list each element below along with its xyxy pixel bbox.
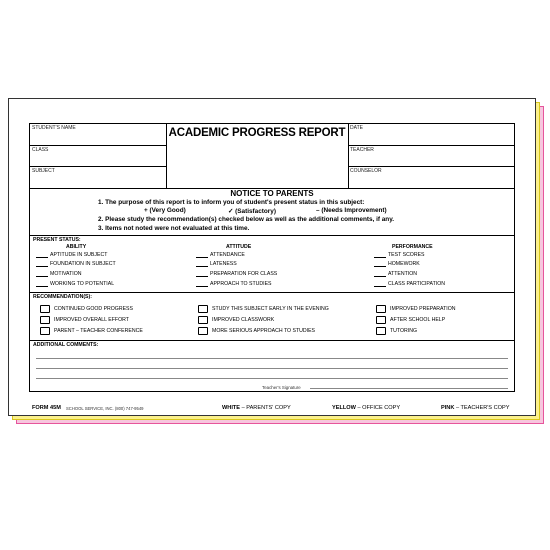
signature-line[interactable] [310,388,508,389]
header-line [30,145,166,146]
performance-item[interactable]: TEST SCORES [374,252,425,258]
notice-heading: NOTICE TO PARENTS [230,189,314,198]
student-name-label: STUDENT'S NAME [32,125,76,131]
counselor-label: COUNSELOR [350,168,382,174]
notice-line-2: 2. Please study the recommendation(s) checked below as well as the additional comments, if any. [98,216,395,223]
company-info: SCHOOL SERVICE, INC. (800) 747-9549 [66,406,144,411]
recommendations-label: RECOMMENDATION(S): [33,294,92,300]
status-bottom-line [30,292,514,293]
recommendation-checkbox[interactable] [198,305,208,313]
notice-satisfactory: ✓ (Satisfactory) [228,208,276,215]
ability-heading: ABILITY [66,244,87,250]
header-line [30,166,166,167]
performance-item[interactable]: ATTENTION [374,271,417,277]
recommendation-checkbox[interactable] [40,305,50,313]
recommendations-bottom-line [30,340,514,341]
attitude-item[interactable]: LATENESS [196,261,237,267]
recommendation-label: STUDY THIS SUBJECT EARLY IN THE EVENING [212,306,329,312]
subject-label: SUBJECT [32,168,55,174]
notice-very-good: + (Very Good) [144,207,186,214]
ability-item[interactable]: MOTIVATION [36,271,82,277]
header-line [348,145,514,146]
pink-copy-note: PINK – TEACHER'S COPY [441,405,510,411]
recommendation-label: PARENT – TEACHER CONFERENCE [54,328,143,334]
notice-needs-improvement: – (Needs Improvement) [316,207,387,214]
attitude-item[interactable]: APPROACH TO STUDIES [196,281,272,287]
notice-line-1: 1. The purpose of this report is to inform you of student's present status in this subject: [98,199,365,206]
teacher-label: TEACHER [350,147,374,153]
notice-bottom-line [30,235,514,236]
recommendation-checkbox[interactable] [376,316,386,324]
white-copy-note: WHITE – PARENTS' COPY [222,405,291,411]
comment-line[interactable] [36,378,508,379]
comment-line[interactable] [36,368,508,369]
recommendation-checkbox[interactable] [376,327,386,335]
form-title: ACADEMIC PROGRESS REPORT [168,127,346,139]
attitude-heading: ATTITUDE [226,244,252,250]
notice-line-3: 3. Items not noted were not evaluated at this time. [98,225,250,232]
comment-line[interactable] [36,358,508,359]
comments-label: ADDITIONAL COMMENTS: [33,342,99,348]
recommendation-checkbox[interactable] [376,305,386,313]
recommendation-label: IMPROVED OVERALL EFFORT [54,317,129,323]
form-number: FORM 45M [32,405,61,411]
recommendation-label: MORE SERIOUS APPROACH TO STUDIES [212,328,316,334]
performance-item[interactable]: HOMEWORK [374,261,420,267]
recommendation-checkbox[interactable] [40,327,50,335]
recommendation-label: AFTER SCHOOL HELP [390,317,446,323]
recommendation-label: TUTORING [390,328,417,334]
recommendation-label: IMPROVED PREPARATION [390,306,456,312]
performance-heading: PERFORMANCE [392,244,433,250]
attitude-item[interactable]: PREPARATION FOR CLASS [196,271,277,277]
header-line [348,166,514,167]
header-divider-right [348,124,349,188]
ability-item[interactable]: WORKING TO POTENTIAL [36,281,114,287]
recommendation-checkbox[interactable] [198,316,208,324]
class-label: CLASS [32,147,49,153]
recommendation-checkbox[interactable] [198,327,208,335]
performance-item[interactable]: CLASS PARTICIPATION [374,281,445,287]
recommendation-label: CONTINUED GOOD PROGRESS [54,306,133,312]
present-status-label: PRESENT STATUS: [33,237,81,243]
ability-item[interactable]: FOUNDATION IN SUBJECT [36,261,116,267]
date-label: DATE [350,125,363,131]
progress-report-form [29,123,515,392]
recommendation-label: IMPROVED CLASSWORK [212,317,275,323]
teacher-signature-label: Teacher's Signature [262,385,301,390]
yellow-copy-note: YELLOW – OFFICE COPY [332,405,401,411]
recommendation-checkbox[interactable] [40,316,50,324]
attitude-item[interactable]: ATTENDANCE [196,252,245,258]
ability-item[interactable]: APTITUDE IN SUBJECT [36,252,107,258]
